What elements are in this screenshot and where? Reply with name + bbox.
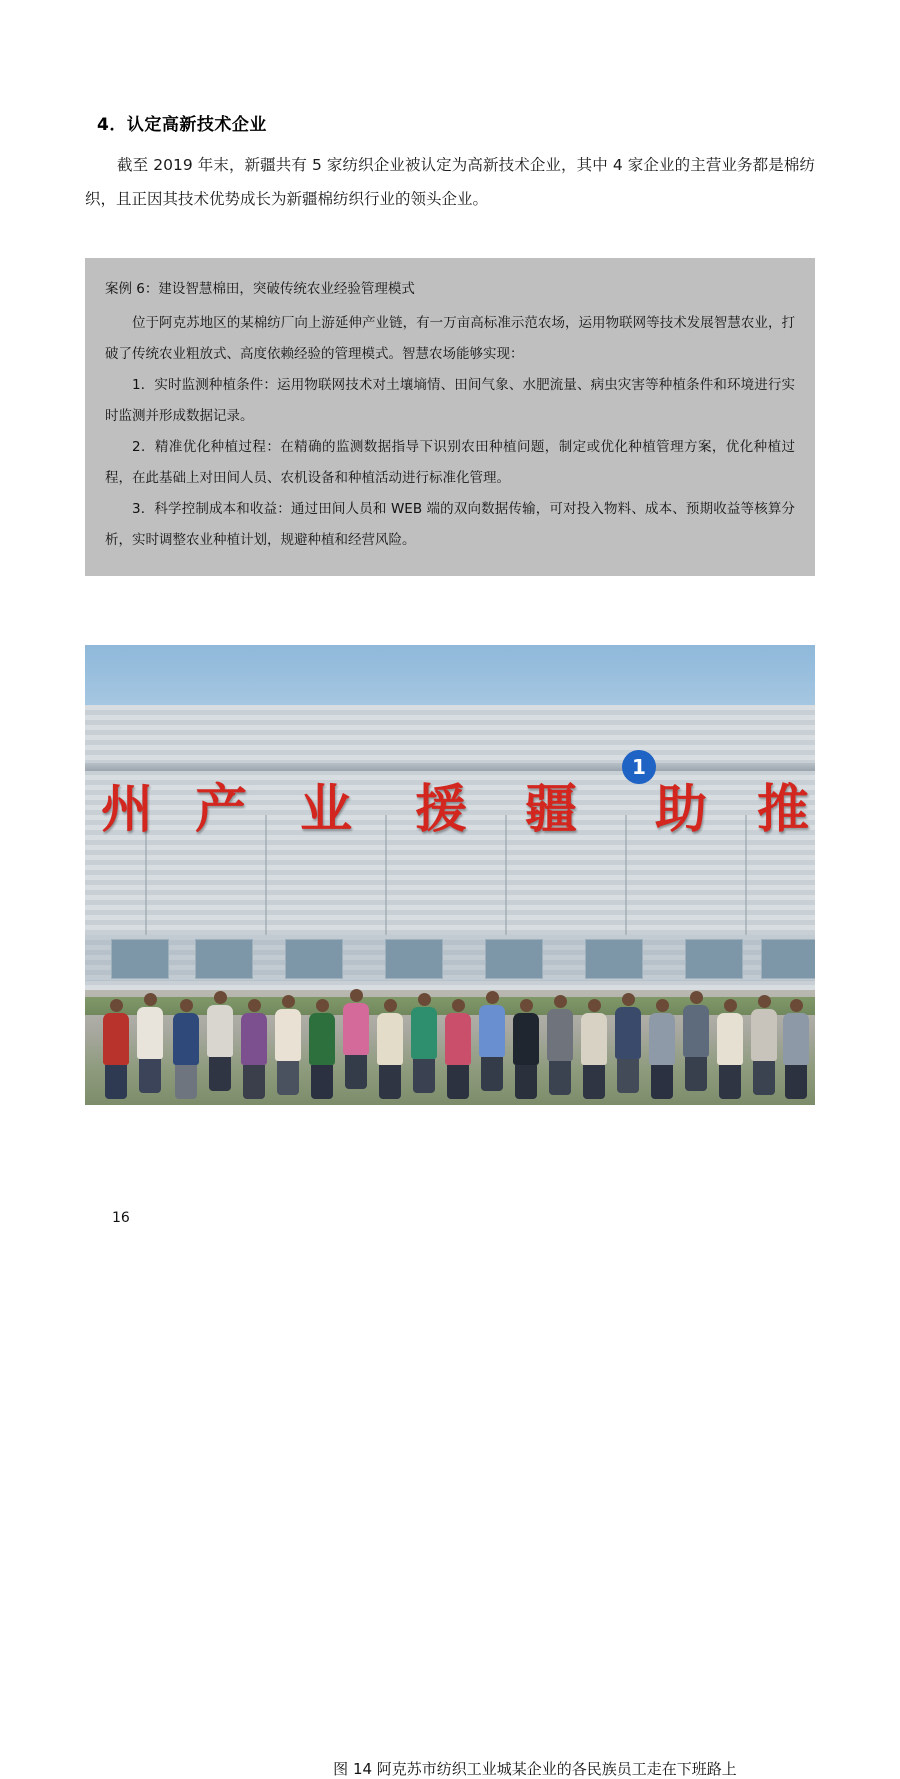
person	[411, 993, 437, 1093]
wall-character: 产	[195, 780, 248, 840]
person	[207, 991, 233, 1091]
person	[137, 993, 163, 1093]
case-study-intro: 位于阿克苏地区的某棉纺厂向上游延伸产业链，有一万亩高标准示范农场，运用物联网等技术发展智慧农业，打破了传统农业粗放式、高度依赖经验的管理模式。智慧农场能够实现：	[105, 315, 795, 362]
person	[377, 999, 403, 1099]
wall-seam	[505, 815, 507, 935]
page-title: 4．认定高新技术企业	[97, 115, 267, 135]
wall-character: 州	[101, 780, 154, 840]
wall-character: 疆	[525, 780, 578, 840]
wall-seam	[745, 815, 747, 935]
wall-character: 推	[757, 780, 810, 840]
person	[615, 993, 641, 1093]
figure-photo	[85, 645, 815, 1105]
wall-character: 业	[300, 780, 353, 840]
badge-number-icon: 1	[622, 750, 656, 784]
figure-caption: 图 14 阿克苏市纺织工业城某企业的各民族员工走在下班路上	[333, 1760, 737, 1778]
person	[173, 999, 199, 1099]
wall-seam	[385, 815, 387, 935]
person	[783, 999, 809, 1099]
wall-character: 助	[655, 780, 708, 840]
person	[683, 991, 709, 1091]
person	[241, 999, 267, 1099]
person	[751, 995, 777, 1095]
person	[649, 999, 675, 1099]
person	[343, 989, 369, 1089]
case-study-item: 1．实时监测种植条件：运用物联网技术对土壤墒情、田间气象、水肥流量、病虫灾害等种植条件和环境进行实时监测并形成数据记录。	[105, 377, 795, 424]
person	[717, 999, 743, 1099]
case-study-box	[85, 258, 815, 576]
wall-seam	[265, 815, 267, 935]
case-study-title: 案例 6：建设智慧棉田，突破传统农业经验管理模式	[105, 281, 415, 297]
person	[479, 991, 505, 1091]
wall-character: 援	[415, 780, 468, 840]
person	[275, 995, 301, 1095]
crowd-of-workers	[85, 945, 815, 1105]
case-study-item: 3．科学控制成本和收益：通过田间人员和 WEB 端的双向数据传输，可对投入物料、成本、预期收益等核算分析，实时调整农业种植计划，规避种植和经营风险。	[105, 501, 795, 548]
person	[103, 999, 129, 1099]
person	[445, 999, 471, 1099]
person	[309, 999, 335, 1099]
case-study-item: 2．精准优化种植过程：在精确的监测数据指导下识别农田种植问题，制定或优化种植管理方案，优化种植过程，在此基础上对田间人员、农机设备和种植活动进行标准化管理。	[105, 439, 795, 486]
page-number: 16	[112, 1210, 130, 1226]
person	[581, 999, 607, 1099]
person	[513, 999, 539, 1099]
wall-seam	[625, 815, 627, 935]
person	[547, 995, 573, 1095]
body-paragraph: 截至 2019 年末，新疆共有 5 家纺织企业被认定为高新技术企业，其中 4 家企业的主营业务都是棉纺织，且正因其技术优势成长为新疆棉纺织行业的领头企业。	[85, 156, 815, 208]
